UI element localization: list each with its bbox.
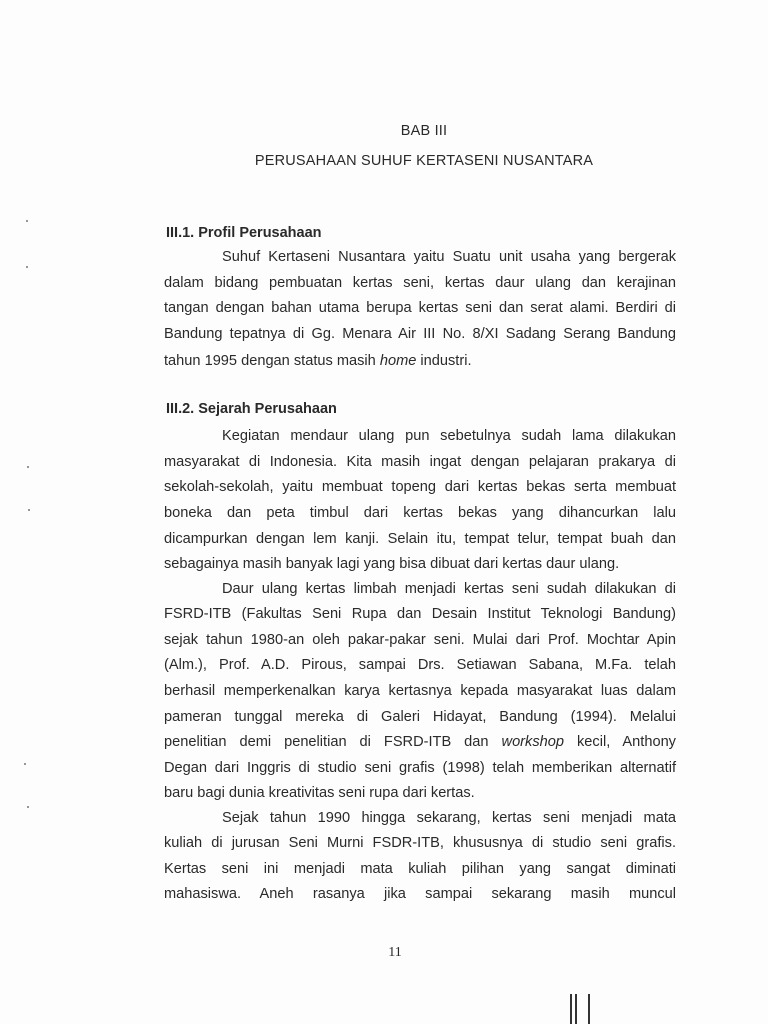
text-run: penelitian demi penelitian di FSRD-ITB dan xyxy=(164,734,489,750)
chapter-label: BAB III xyxy=(400,123,448,139)
section-heading-profil: III.1. Profil Perusahaan xyxy=(166,225,322,241)
paragraph-line: Kegiatan mendaur ulang pun sebetulnya sudah lama dilakukan xyxy=(222,428,676,444)
paragraph-line: Suhuf Kertaseni Nusantara yaitu Suatu unit usaha yang bergerak xyxy=(222,249,676,265)
paragraph-line: Bandung tepatnya di Gg. Menara Air III No. 8/XI Sadang Serang Bandung xyxy=(164,326,676,342)
italic-term: workshop xyxy=(501,734,564,750)
paragraph-line: FSRD-ITB (Fakultas Seni Rupa dan Desain Institut Teknologi Bandung) xyxy=(164,606,676,622)
paragraph-line: Degan dari Inggris di studio seni grafis (1998) telah memberikan alternatif xyxy=(164,760,676,776)
paragraph-line: (Alm.), Prof. A.D. Pirous, sampai Drs. Setiawan Sabana, M.Fa. telah xyxy=(164,657,676,673)
chapter-title: PERUSAHAAN SUHUF KERTASENI NUSANTARA xyxy=(254,153,594,169)
binding-mark xyxy=(575,994,577,1024)
scan-speck xyxy=(24,763,26,765)
paragraph-line: Daur ulang kertas limbah menjadi kertas seni sudah dilakukan di xyxy=(222,581,676,597)
italic-term: home xyxy=(379,353,417,369)
paragraph-line: dalam bidang pembuatan kertas seni, kertas daur ulang dan kerajinan xyxy=(164,275,676,291)
text-run: tahun 1995 dengan status masih xyxy=(164,353,376,369)
paragraph-line: tangan dengan bahan utama berupa kertas seni dan serat alami. Berdiri di xyxy=(164,300,676,316)
paragraph-line xyxy=(164,352,676,370)
binding-mark xyxy=(588,994,590,1024)
paragraph-line: boneka dan peta timbul dari kertas bekas yang dihancurkan lalu xyxy=(164,505,676,521)
binding-mark xyxy=(570,994,572,1024)
paragraph-line: sekolah-sekolah, yaitu membuat topeng dari kertas bekas serta membuat xyxy=(164,479,676,495)
paragraph-line xyxy=(164,733,676,751)
page-number: 11 xyxy=(388,945,402,960)
paragraph-line: baru bagi dunia kreativitas seni rupa dari kertas. xyxy=(164,785,475,801)
paragraph-line: sebagainya masih banyak lagi yang bisa dibuat dari kertas daur ulang. xyxy=(164,556,620,572)
scan-speck xyxy=(26,266,28,268)
scan-speck xyxy=(26,220,28,222)
paragraph-line: masyarakat di Indonesia. Kita masih ingat dengan pelajaran prakarya di xyxy=(164,454,676,470)
paragraph-line: pameran tunggal mereka di Galeri Hidayat, Bandung (1994). Melalui xyxy=(164,709,676,725)
text-run: kecil, Anthony xyxy=(577,734,676,750)
paragraph-line: sejak tahun 1980-an oleh pakar-pakar seni. Mulai dari Prof. Mochtar Apin xyxy=(164,632,676,648)
paragraph-line: kuliah di jurusan Seni Murni FSDR-ITB, khususnya di studio seni grafis. xyxy=(164,835,676,851)
scan-speck xyxy=(28,509,30,511)
paragraph-line: berhasil memperkenalkan karya kertasnya kepada masyarakat luas dalam xyxy=(164,683,676,699)
paragraph-line: Kertas seni ini menjadi mata kuliah pilihan yang sangat diminati xyxy=(164,861,676,877)
scan-speck xyxy=(27,466,29,468)
paragraph-line: Sejak tahun 1990 hingga sekarang, kertas seni menjadi mata xyxy=(222,810,676,826)
section-heading-sejarah: III.2. Sejarah Perusahaan xyxy=(166,401,337,417)
paragraph-line: dicampurkan dengan lem kanji. Selain itu, tempat telur, tempat buah dan xyxy=(164,531,676,547)
scan-speck xyxy=(27,806,29,808)
text-run: industri. xyxy=(420,353,472,369)
paragraph-line: mahasiswa. Aneh rasanya jika sampai sekarang masih muncul xyxy=(164,886,676,902)
